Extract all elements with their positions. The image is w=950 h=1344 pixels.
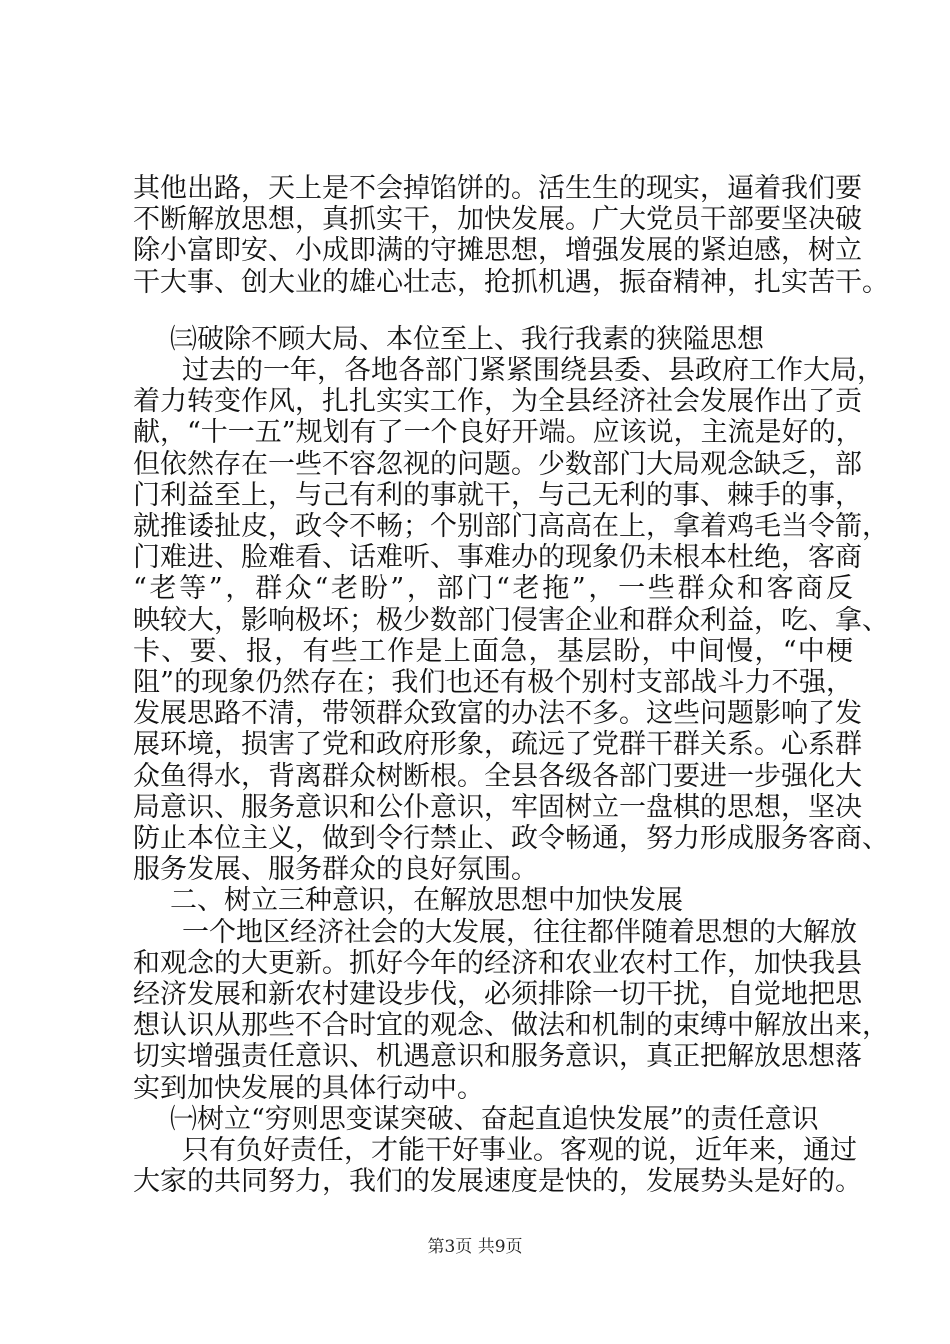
paragraph-line: 门难进、脸难看、话难听、事难办的现象仍未根本杜绝，客商 — [133, 542, 862, 573]
paragraph-line: 发展思路不清，带领群众致富的办法不多。这些问题影响了发 — [133, 698, 862, 729]
paragraph-line: 干大事、创大业的雄心壮志，抢抓机遇，振奋精神，扎实苦干。 — [133, 267, 889, 298]
paragraph-line: 卡、要、报，有些工作是上面急，基层盼，中间慢，“中梗 — [133, 636, 853, 667]
paragraph-line: 局意识、服务意识和公仆意识，牢固树立一盘棋的思想，坚决 — [133, 792, 862, 823]
paragraph-line: 防止本位主义，做到令行禁止、政令畅通，努力形成服务客商、 — [133, 823, 889, 854]
paragraph-line: 经济发展和新农村建设步伐，必须排除一切干扰，自觉地把思 — [133, 979, 862, 1010]
paragraph-line: 和观念的大更新。抓好今年的经济和农业农村工作，加快我县 — [133, 948, 862, 979]
page-number: 第3页 共9页 — [427, 1237, 523, 1257]
paragraph-line: 其他出路，天上是不会掉馅饼的。活生生的现实，逼着我们要 — [133, 173, 862, 204]
paragraph-line: 除小富即安、小成即满的守摊思想，增强发展的紧迫感，树立 — [133, 235, 862, 266]
paragraph-line: 切实增强责任意识、机遇意识和服务意识，真正把解放思想落 — [133, 1041, 862, 1072]
paragraph-line: 服务发展、服务群众的良好氛围。 — [133, 854, 538, 885]
paragraph-line: 就推诿扯皮，政令不畅；个别部门高高在上，拿着鸡毛当令箭， — [133, 511, 889, 542]
paragraph-line: 不断解放思想，真抓实干，加快发展。广大党员干部要坚决破 — [133, 204, 862, 235]
paragraph-line: 着力转变作风，扎扎实实工作，为全县经济社会发展作出了贡 — [133, 386, 862, 417]
paragraph-line: 映较大，影响极坏；极少数部门侵害企业和群众利益，吃、拿、 — [133, 605, 889, 636]
paragraph-line: 阻”的现象仍然存在；我们也还有极个别村支部战斗力不强， — [133, 667, 853, 698]
paragraph-line: 献，“十一五”规划有了一个良好开端。应该说，主流是好的， — [133, 417, 863, 448]
paragraph-line: “老等”，群众“老盼”，部门“老拖”，一些群众和客商反 — [133, 573, 853, 604]
paragraph-line: 实到加快发展的具体行动中。 — [133, 1073, 484, 1104]
paragraph-line: 但依然存在一些不容忽视的问题。少数部门大局观念缺乏，部 — [133, 449, 862, 480]
paragraph-line: 众鱼得水，背离群众树断根。全县各级各部门要进一步强化大 — [133, 761, 862, 792]
section-heading: ㈠树立“穷则思变谋突破、奋起直追快发展”的责任意识 — [170, 1104, 819, 1135]
section-heading: ㈢破除不顾大局、本位至上、我行我素的狭隘思想 — [170, 324, 764, 355]
paragraph-line: 门利益至上，与己有利的事就干，与己无利的事、棘手的事， — [133, 480, 862, 511]
paragraph-line: 大家的共同努力，我们的发展速度是快的，发展势头是好的。 — [133, 1166, 862, 1197]
paragraph-line: 一个地区经济社会的大发展，往往都伴随着思想的大解放 — [182, 917, 857, 948]
paragraph-line: 想认识从那些不合时宜的观念、做法和机制的束缚中解放出来， — [133, 1010, 889, 1041]
paragraph-line: 展环境，损害了党和政府形象，疏远了党群干群关系。心系群 — [133, 729, 862, 760]
section-heading: 二、树立三种意识，在解放思想中加快发展 — [170, 885, 683, 916]
paragraph-line: 只有负好责任，才能干好事业。客观的说，近年来，通过 — [182, 1135, 857, 1166]
paragraph-line: 过去的一年，各地各部门紧紧围绕县委、县政府工作大局， — [182, 355, 884, 386]
